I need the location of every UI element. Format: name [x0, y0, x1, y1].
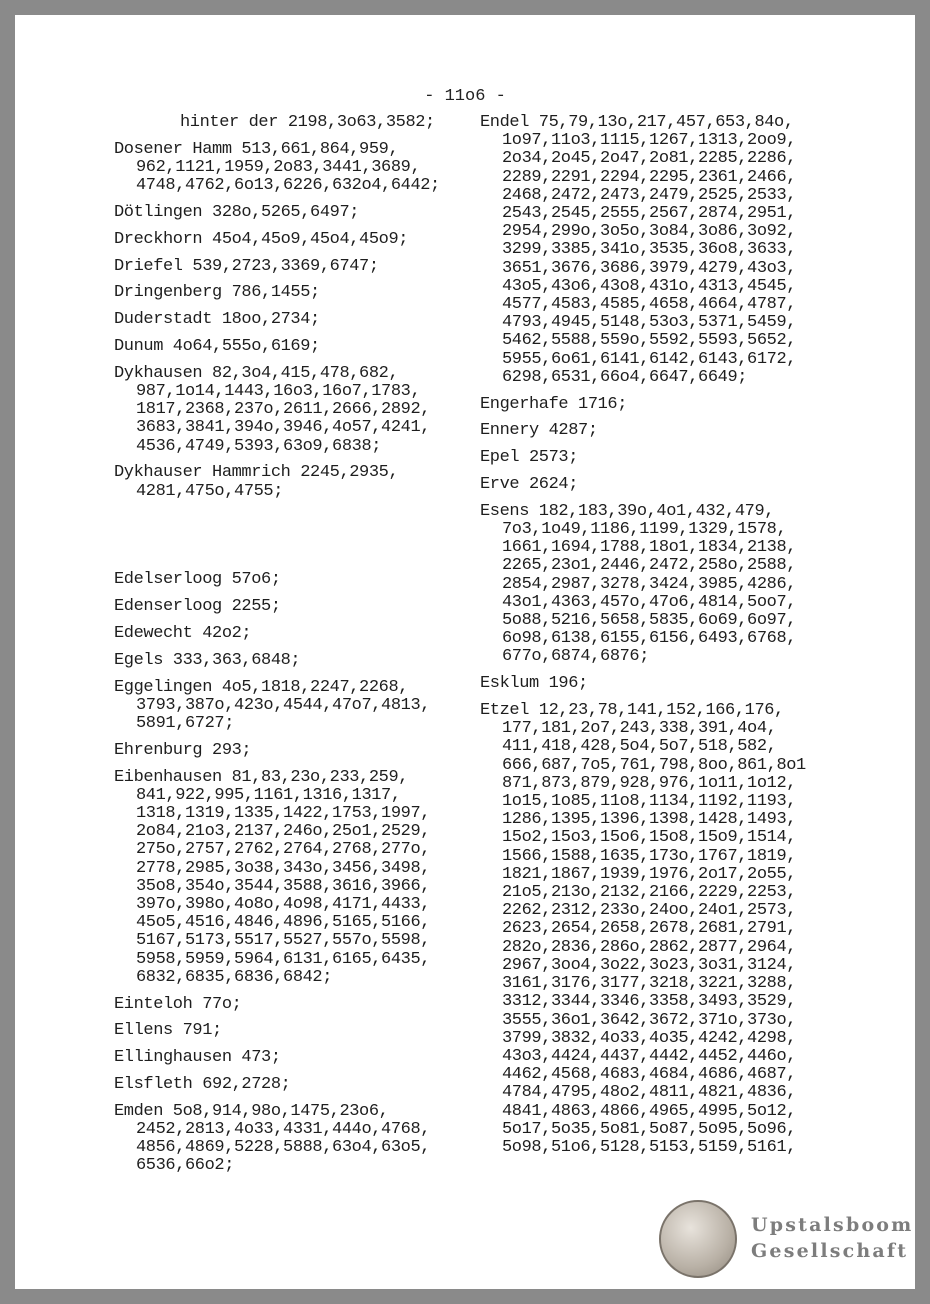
entry-continuation-line: 4577,4583,4585,4658,4664,4787,	[502, 295, 797, 315]
entry-continuation-line: 3799,3832,4o33,4o35,4242,4298,	[502, 1028, 797, 1048]
entry-heading-line: Dosener Hamm 513,661,864,959,	[114, 139, 399, 159]
entry-continuation-line: 3555,36o1,3642,3672,371o,373o,	[502, 1010, 797, 1030]
entry-continuation-line: 177,181,2o7,243,338,391,4o4,	[502, 719, 777, 739]
page-number: - 11o6 -	[424, 87, 506, 106]
upstalsboom-logo	[659, 1200, 915, 1280]
entry-continuation-line: 2778,2985,3o38,343o,3456,3498,	[136, 858, 431, 878]
entry-heading-line: Dötlingen 328o,5265,6497;	[114, 203, 360, 222]
entry-continuation-line: 1821,1867,1939,1976,2o17,2o55,	[502, 864, 797, 884]
entry-heading-line: Edewecht 42o2;	[114, 623, 252, 643]
entry-continuation-line: 1o97,11o3,1115,1267,1313,2oo9,	[502, 131, 797, 151]
entry-continuation-line: 1661,1694,1788,18o1,1834,2138,	[502, 538, 797, 558]
entry-continuation-line: 397o,398o,4o8o,4o98,4171,4433,	[136, 895, 431, 914]
entry-heading-line: Egels 333,363,6848;	[114, 650, 301, 670]
entry-continuation-line: 15o2,15o3,15o6,15o8,15o9,1514,	[502, 828, 797, 848]
index-entry	[114, 742, 484, 760]
entry-heading-line: Dykhausen 82,3o4,415,478,682,	[114, 363, 399, 383]
entry-continuation-line: 4793,4945,5148,53o3,5371,5459,	[502, 313, 797, 333]
index-entry	[114, 464, 484, 500]
entry-continuation-line: 962,1121,1959,2o83,3441,3689,	[136, 158, 421, 177]
index-entry	[114, 652, 484, 670]
entry-continuation-line: 2854,2987,3278,3424,3985,4286,	[502, 574, 797, 594]
entry-continuation-line: 1817,2368,237o,2611,2666,2892,	[136, 400, 431, 420]
entry-heading-line: Ehrenburg 293;	[114, 740, 252, 760]
entry-continuation-line: 1286,1395,1396,1398,1428,1493,	[502, 810, 797, 830]
entry-continuation-line: 6o98,6138,6155,6156,6493,6768,	[502, 629, 797, 649]
index-entry	[114, 571, 484, 589]
entry-continuation-line: 275o,2757,2762,2764,2768,277o,	[136, 840, 431, 860]
entry-heading-line: Ellens 791;	[114, 1021, 222, 1041]
index-entry	[114, 284, 484, 302]
entry-continuation-line: 43o5,43o6,43o8,431o,4313,4545,	[502, 276, 797, 296]
entry-heading-line: hinter der 2198,3o63,3582;	[180, 113, 435, 132]
index-entry	[114, 231, 484, 249]
entry-continuation-line: 4281,475o,4755;	[136, 481, 284, 501]
index-entry	[114, 114, 484, 132]
entry-continuation-line: 841,922,995,1161,1316,1317,	[136, 785, 401, 805]
index-entry	[114, 996, 484, 1014]
entry-heading-line: Duderstadt 18oo,2734;	[114, 310, 320, 330]
entry-continuation-line: 2o34,2o45,2o47,2o81,2285,2286,	[502, 149, 797, 169]
entry-heading-line: Ellinghausen 473;	[114, 1048, 281, 1068]
document-page	[15, 15, 915, 1289]
entry-continuation-line: 2623,2654,2658,2678,2681,2791,	[502, 919, 797, 939]
index-entry	[114, 311, 484, 329]
entry-continuation-line: 2543,2545,2555,2567,2874,2951,	[502, 204, 797, 224]
index-entry	[114, 598, 484, 616]
index-entry	[114, 365, 484, 456]
index-entry	[480, 476, 900, 494]
entry-continuation-line: 871,873,879,928,976,1o11,1o12,	[502, 773, 797, 793]
entry-continuation-line: 987,1o14,1443,16o3,16o7,1783,	[136, 381, 421, 401]
entry-continuation-line: 5o17,5o35,5o81,5o87,5o95,5o96,	[502, 1119, 797, 1139]
entry-continuation-line: 3651,3676,3686,3979,4279,43o3,	[502, 258, 797, 278]
entry-heading-line: Esens 182,183,39o,4o1,432,479,	[480, 501, 775, 521]
entry-continuation-line: 43o3,4424,4437,4442,4452,446o,	[502, 1046, 797, 1066]
index-entry	[114, 625, 484, 643]
seal-emblem-icon	[659, 1200, 737, 1278]
entry-continuation-line: 5462,5588,559o,5592,5593,5652,	[502, 331, 797, 351]
entry-continuation-line: 2o84,21o3,2137,246o,25o1,2529,	[136, 822, 431, 842]
entry-continuation-line: 666,687,7o5,761,798,8oo,861,8o1	[502, 755, 806, 775]
entry-heading-line: Engerhafe 1716;	[480, 394, 628, 414]
index-entry	[114, 338, 484, 356]
section-gap	[114, 509, 484, 571]
entry-heading-line: Epel 2573;	[480, 448, 579, 468]
entry-continuation-line: 4856,4869,5228,5888,63o4,63o5,	[136, 1138, 431, 1158]
entry-heading-line: Eibenhausen 81,83,23o,233,259,	[114, 767, 409, 787]
left-column	[114, 114, 484, 1184]
entry-continuation-line: 1566,1588,1635,173o,1767,1819,	[502, 846, 797, 866]
entry-heading-line: Esklum 196;	[480, 674, 588, 694]
entry-continuation-line: 3793,387o,423o,4544,47o7,4813,	[136, 695, 431, 715]
entry-continuation-line: 3312,3344,3346,3358,3493,3529,	[502, 992, 797, 1012]
index-entry	[114, 1103, 484, 1176]
right-column	[480, 114, 900, 1166]
entry-continuation-line: 45o5,4516,4846,4896,5165,5166,	[136, 913, 431, 933]
entry-continuation-line: 4841,4863,4866,4965,4995,5o12,	[502, 1101, 797, 1121]
entry-heading-line: Erve 2624;	[480, 475, 579, 495]
entry-heading-line: Dreckhorn 45o4,45o9,45o4,45o9;	[114, 229, 409, 249]
entry-continuation-line: 4748,4762,6o13,6226,632o4,6442;	[136, 176, 440, 196]
entry-continuation-line: 3161,3176,3177,3218,3221,3288,	[502, 974, 797, 994]
logo-text-line-2: Gesellschaft	[751, 1240, 909, 1262]
index-entry	[114, 679, 484, 734]
entry-continuation-line: 2265,23o1,2446,2472,258o,2588,	[502, 556, 797, 576]
index-entry	[114, 141, 484, 196]
entry-continuation-line: 6536,66o2;	[136, 1156, 235, 1176]
entry-continuation-line: 411,418,428,5o4,5o7,518,582,	[502, 737, 777, 757]
entry-heading-line: Driefel 539,2723,3369,6747;	[114, 256, 379, 276]
entry-continuation-line: 2468,2472,2473,2479,2525,2533,	[502, 185, 797, 205]
entry-continuation-line: 1318,1319,1335,1422,1753,1997,	[136, 803, 431, 823]
index-entry	[480, 503, 900, 667]
entry-heading-line: Dringenberg 786,1455;	[114, 283, 320, 303]
entry-continuation-line: 2954,299o,3o5o,3o84,3o86,3o92,	[502, 222, 797, 242]
index-entry	[480, 675, 900, 693]
entry-continuation-line: 5891,6727;	[136, 713, 235, 733]
entry-continuation-line: 677o,6874,6876;	[502, 647, 650, 667]
index-entry	[480, 396, 900, 414]
index-entry	[114, 1049, 484, 1067]
entry-heading-line: Dunum 4o64,555o,6169;	[114, 336, 320, 356]
entry-continuation-line: 43o1,4363,457o,47o6,4814,5oo7,	[502, 592, 797, 612]
entry-continuation-line: 282o,2836,286o,2862,2877,2964,	[502, 937, 797, 957]
entry-heading-line: Etzel 12,23,78,141,152,166,176,	[480, 701, 784, 721]
index-entry	[480, 422, 900, 440]
entry-heading-line: Emden 5o8,914,98o,1475,23o6,	[114, 1101, 389, 1121]
entry-heading-line: Elsfleth 692,2728;	[114, 1075, 291, 1094]
entry-continuation-line: 2289,2291,2294,2295,2361,2466,	[502, 167, 797, 187]
index-entry	[114, 258, 484, 276]
entry-continuation-line: 3683,3841,394o,3946,4o57,4241,	[136, 418, 431, 438]
index-entry	[114, 769, 484, 987]
entry-continuation-line: 5o88,5216,5658,5835,6o69,6o97,	[502, 611, 797, 631]
entry-continuation-line: 4536,4749,5393,63o9,6838;	[136, 436, 382, 456]
index-entry	[480, 702, 900, 1157]
entry-continuation-line: 4462,4568,4683,4684,4686,4687,	[502, 1065, 797, 1085]
entry-continuation-line: 35o8,354o,3544,3588,3616,3966,	[136, 876, 431, 896]
entry-heading-line: Einteloh 77o;	[114, 994, 242, 1014]
index-entry	[114, 204, 484, 222]
entry-continuation-line: 2262,2312,233o,24oo,24o1,2573,	[502, 901, 797, 921]
entry-continuation-line: 6298,6531,66o4,6647,6649;	[502, 367, 748, 387]
entry-continuation-line: 6832,6835,6836,6842;	[136, 967, 333, 987]
entry-continuation-line: 2967,3oo4,3o22,3o23,3o31,3124,	[502, 955, 797, 975]
index-entry	[480, 114, 900, 387]
entry-continuation-line: 1o15,1o85,11o8,1134,1192,1193,	[502, 792, 797, 812]
entry-heading-line: Ennery 4287;	[480, 421, 598, 441]
entry-continuation-line: 4784,4795,48o2,4811,4821,4836,	[502, 1083, 797, 1103]
entry-continuation-line: 7o3,1o49,1186,1199,1329,1578,	[502, 520, 787, 540]
entry-heading-line: Edenserloog 2255;	[114, 597, 281, 617]
entry-continuation-line: 5955,6o61,6141,6142,6143,6172,	[502, 349, 797, 369]
entry-heading-line: Dykhauser Hammrich 2245,2935,	[114, 463, 399, 483]
entry-continuation-line: 2452,2813,4o33,4331,444o,4768,	[136, 1120, 431, 1139]
entry-continuation-line: 5167,5173,5517,5527,557o,5598,	[136, 931, 431, 951]
entry-continuation-line: 21o5,213o,2132,2166,2229,2253,	[502, 883, 797, 903]
logo-text-line-1: Upstalsboom	[751, 1214, 914, 1236]
entry-continuation-line: 5o98,51o6,5128,5153,5159,5161,	[502, 1137, 797, 1157]
index-entry	[114, 1022, 484, 1040]
entry-heading-line: Eggelingen 4o5,1818,2247,2268,	[114, 677, 409, 697]
entry-heading-line: Edelserloog 57o6;	[114, 570, 281, 590]
entry-continuation-line: 3299,3385,341o,3535,36o8,3633,	[502, 240, 797, 260]
index-entry	[480, 449, 900, 467]
index-entry	[114, 1076, 484, 1094]
entry-heading-line: Endel 75,79,13o,217,457,653,84o,	[480, 113, 794, 132]
entry-continuation-line: 5958,5959,5964,6131,6165,6435,	[136, 949, 431, 969]
